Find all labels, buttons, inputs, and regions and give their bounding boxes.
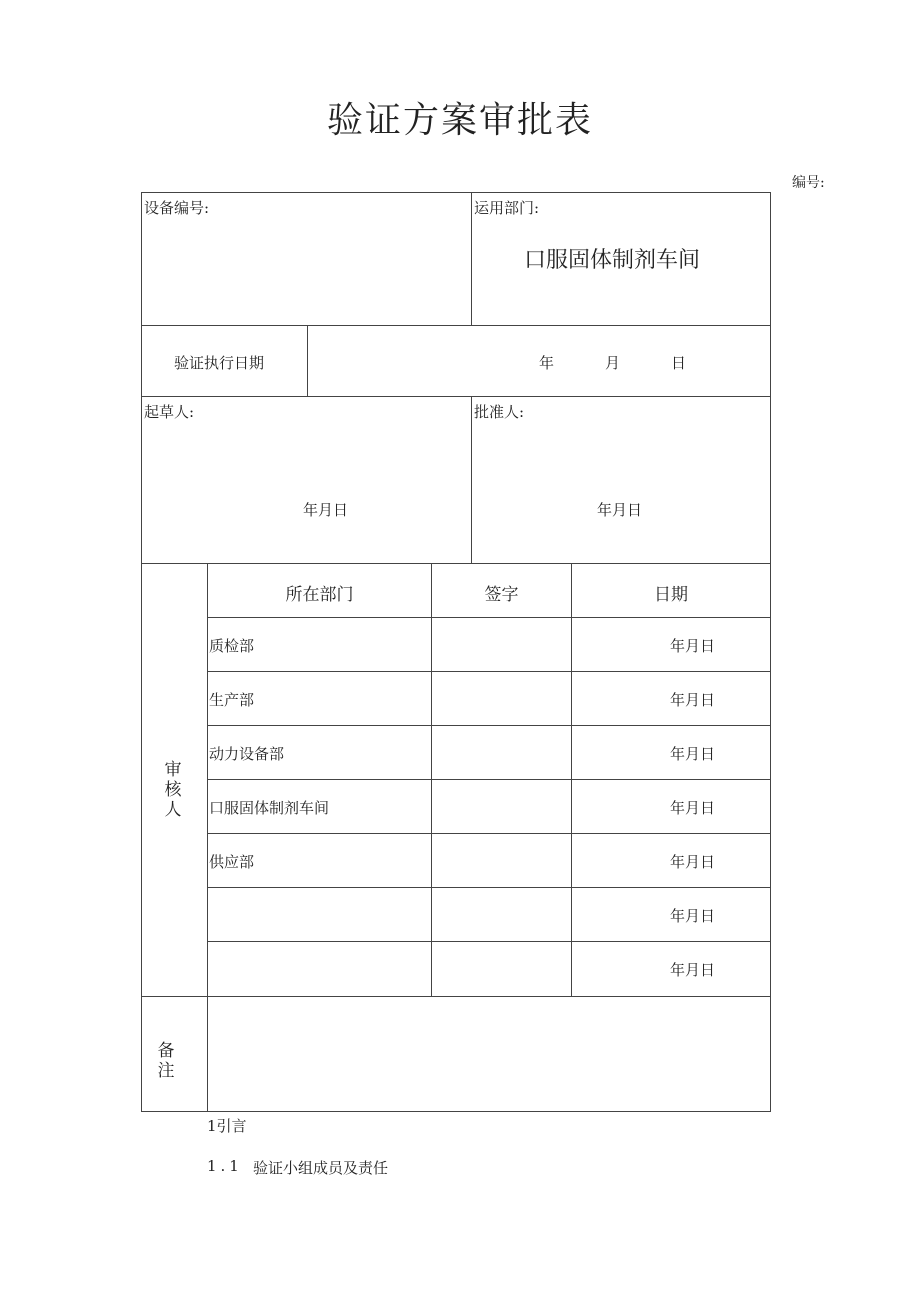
department-label: 运用部门: xyxy=(474,199,540,217)
approver-date: 年月日 xyxy=(597,501,643,519)
remarks-side-cell xyxy=(141,996,208,1112)
table-row-date[interactable]: 年月日 xyxy=(571,725,771,780)
table-row-dept: 生产部 xyxy=(207,671,432,726)
table-row-date[interactable]: 年月日 xyxy=(571,833,771,888)
table-row-date[interactable]: 年月日 xyxy=(571,617,771,672)
table-row-sign[interactable] xyxy=(431,833,572,888)
col-header-date: 日期 xyxy=(571,563,771,618)
drafter-date: 年月日 xyxy=(303,501,349,519)
table-row-dept: 供应部 xyxy=(207,833,432,888)
subsection-title: 验证小组成员及责任 xyxy=(253,1159,389,1177)
approver-label: 批准人: xyxy=(474,403,525,421)
date-day: 日 xyxy=(671,354,687,372)
table-row-sign[interactable] xyxy=(431,671,572,726)
col-header-sign: 签字 xyxy=(431,563,572,618)
table-row-date[interactable]: 年月日 xyxy=(571,671,771,726)
reviewer-side-cell xyxy=(141,563,208,997)
table-row-dept[interactable] xyxy=(207,941,432,997)
approver-cell[interactable] xyxy=(471,396,771,564)
page-title: 验证方案审批表 xyxy=(326,100,593,141)
remarks-field[interactable] xyxy=(207,996,771,1112)
exec-date-label-cell xyxy=(141,325,308,397)
table-row-sign[interactable] xyxy=(431,725,572,780)
department-value: 口服固体制剂车间 xyxy=(524,248,701,273)
table-row-date[interactable]: 年月日 xyxy=(571,887,771,942)
table-row-dept: 质检部 xyxy=(207,617,432,672)
table-row-sign[interactable] xyxy=(431,617,572,672)
subsection-number: 1.1 xyxy=(207,1157,243,1175)
department-cell[interactable] xyxy=(471,192,771,326)
remarks-label: 备 注 xyxy=(157,1041,175,1081)
table-row-date[interactable]: 年月日 xyxy=(571,779,771,834)
drafter-label: 起草人: xyxy=(144,403,195,421)
table-row-sign[interactable] xyxy=(431,887,572,942)
doc-number-label: 编号: xyxy=(792,175,825,191)
date-month: 月 xyxy=(605,354,621,372)
drafter-cell[interactable] xyxy=(141,396,472,564)
col-header-dept: 所在部门 xyxy=(207,563,432,618)
date-year: 年 xyxy=(539,354,555,372)
table-row-dept[interactable] xyxy=(207,887,432,942)
table-row-sign[interactable] xyxy=(431,779,572,834)
reviewer-side-label: 审 核 人 xyxy=(164,760,182,820)
table-row-sign[interactable] xyxy=(431,941,572,997)
exec-date-value-cell[interactable] xyxy=(307,325,771,397)
table-row-date[interactable]: 年月日 xyxy=(571,941,771,997)
table-row-dept: 口服固体制剂车间 xyxy=(207,779,432,834)
exec-date-label: 验证执行日期 xyxy=(174,354,265,372)
equipment-label: 设备编号: xyxy=(144,199,210,217)
section-intro: 1引言 xyxy=(207,1117,247,1135)
equipment-cell[interactable] xyxy=(141,192,472,326)
table-row-dept: 动力设备部 xyxy=(207,725,432,780)
